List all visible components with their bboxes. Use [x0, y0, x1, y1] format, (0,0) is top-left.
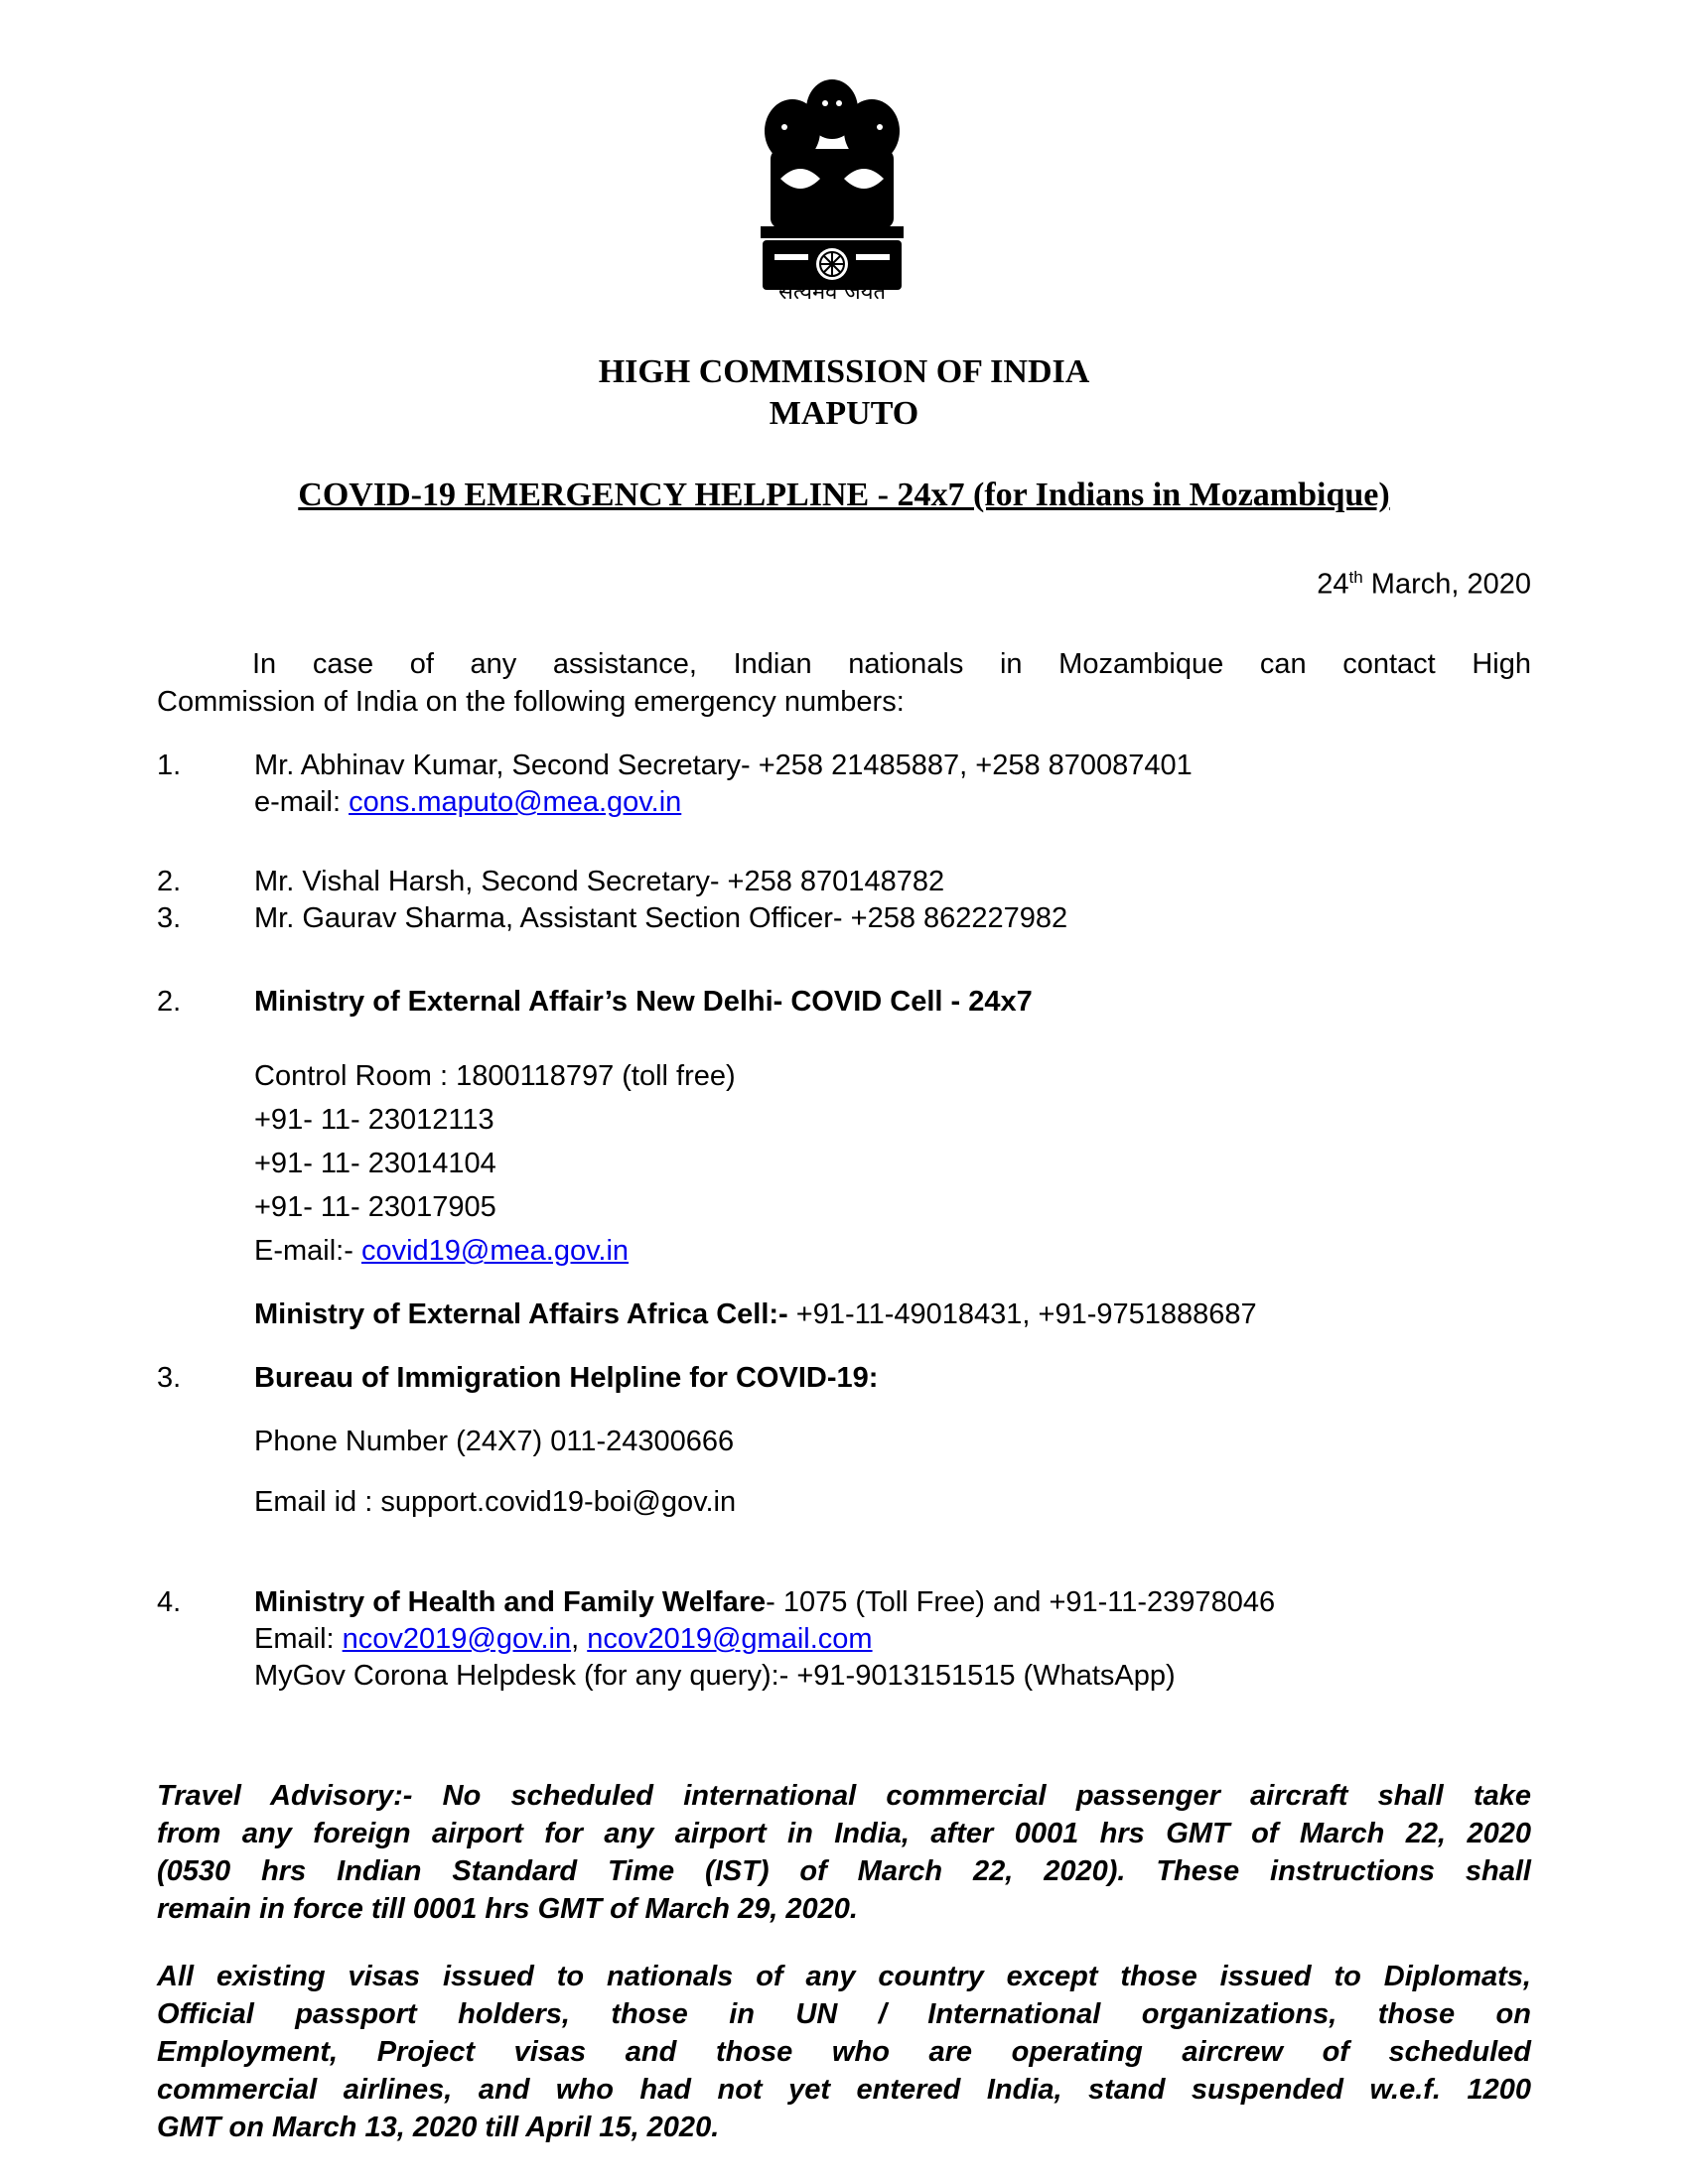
phone-line: +91- 11- 23017905	[254, 1191, 496, 1223]
email-link[interactable]: cons.maputo@mea.gov.in	[349, 786, 682, 818]
phone-line: +91- 11- 23014104	[254, 1148, 496, 1179]
phone-line: +91- 11- 23012113	[254, 1104, 494, 1136]
immigration-email: Email id : support.covid19-boi@gov.in	[254, 1486, 737, 1518]
mea-email-line: E-mail:- covid19@mea.gov.in	[254, 1235, 630, 1267]
health-email-line: Email: ncov2019@gov.in, ncov2019@gmail.com	[254, 1623, 873, 1655]
org-name: HIGH COMMISSION OF INDIA	[598, 353, 1090, 390]
email-link[interactable]: ncov2019@gov.in	[342, 1623, 572, 1655]
contact-number: 2.	[157, 866, 182, 897]
section-number: 3.	[157, 1362, 182, 1394]
contact-item: Mr. Vishal Harsh, Second Secretary- +258 870148782	[254, 866, 945, 897]
contact-number: 3.	[157, 902, 182, 934]
control-room: Control Room : 1800118797 (toll free)	[254, 1060, 736, 1092]
org-city: MAPUTO	[769, 395, 919, 432]
section-heading: Ministry of External Affair’s New Delhi- COVID Cell - 24x7	[254, 986, 1033, 1018]
travel-advisory: Travel Advisory:- No scheduled international commercial passenger aircraft shall take from any foreign airport for any airport in India, after 0001 hrs GMT of March 22, 2020 (0530 hrs Indian Standard Time (IST) of March 22, 2020). These instructions shall remain in force till 0001 hrs GMT of March 29, 2020.	[157, 1780, 1531, 1925]
section-heading: Ministry of Health and Family Welfare- 1075 (Toll Free) and +91-11-23978046	[254, 1586, 1276, 1618]
document-date: 24th March, 2020	[1317, 568, 1531, 601]
page-title: COVID-19 EMERGENCY HELPLINE - 24x7 (for Indians in Mozambique)	[298, 477, 1390, 513]
africa-cell-line: Ministry of External Affairs Africa Cell:- +91-11-49018431, +91-9751888687	[254, 1298, 1257, 1330]
email-link[interactable]: ncov2019@gmail.com	[587, 1623, 873, 1655]
mygov-helpdesk: MyGov Corona Helpdesk (for any query):- +91-9013151515 (WhatsApp)	[254, 1660, 1176, 1692]
email-link[interactable]: covid19@mea.gov.in	[360, 1235, 630, 1267]
contact-email-line: e-mail: cons.maputo@mea.gov.in	[254, 786, 682, 818]
section-heading: Bureau of Immigration Helpline for COVID-19:	[254, 1362, 879, 1394]
contact-number: 1.	[157, 750, 182, 781]
emblem-motto: सत्यमेव जयते	[777, 280, 887, 305]
immigration-phone: Phone Number (24X7) 011-24300666	[254, 1426, 735, 1457]
intro-paragraph: In case of any assistance, Indian nationals in Mozambique can contact High Commission of India on the following emergency numbers:	[157, 648, 1531, 718]
contact-item: Mr. Gaurav Sharma, Assistant Section Officer- +258 862227982	[254, 902, 1068, 934]
section-number: 2.	[157, 986, 182, 1018]
section-number: 4.	[157, 1586, 182, 1618]
visa-advisory: All existing visas issued to nationals of any country except those issued to Diplomats, Official passport holders, those in UN / International organizations, those on Employment, Project visas and those who are operating aircrew of scheduled commercial airlines, and who had not yet entered India, stand suspended w.e.f. 1200 GMT on March 13, 2020 till April 15, 2020.	[157, 1961, 1531, 2143]
contact-item: Mr. Abhinav Kumar, Second Secretary- +258 21485887, +258 870087401	[254, 750, 1193, 781]
